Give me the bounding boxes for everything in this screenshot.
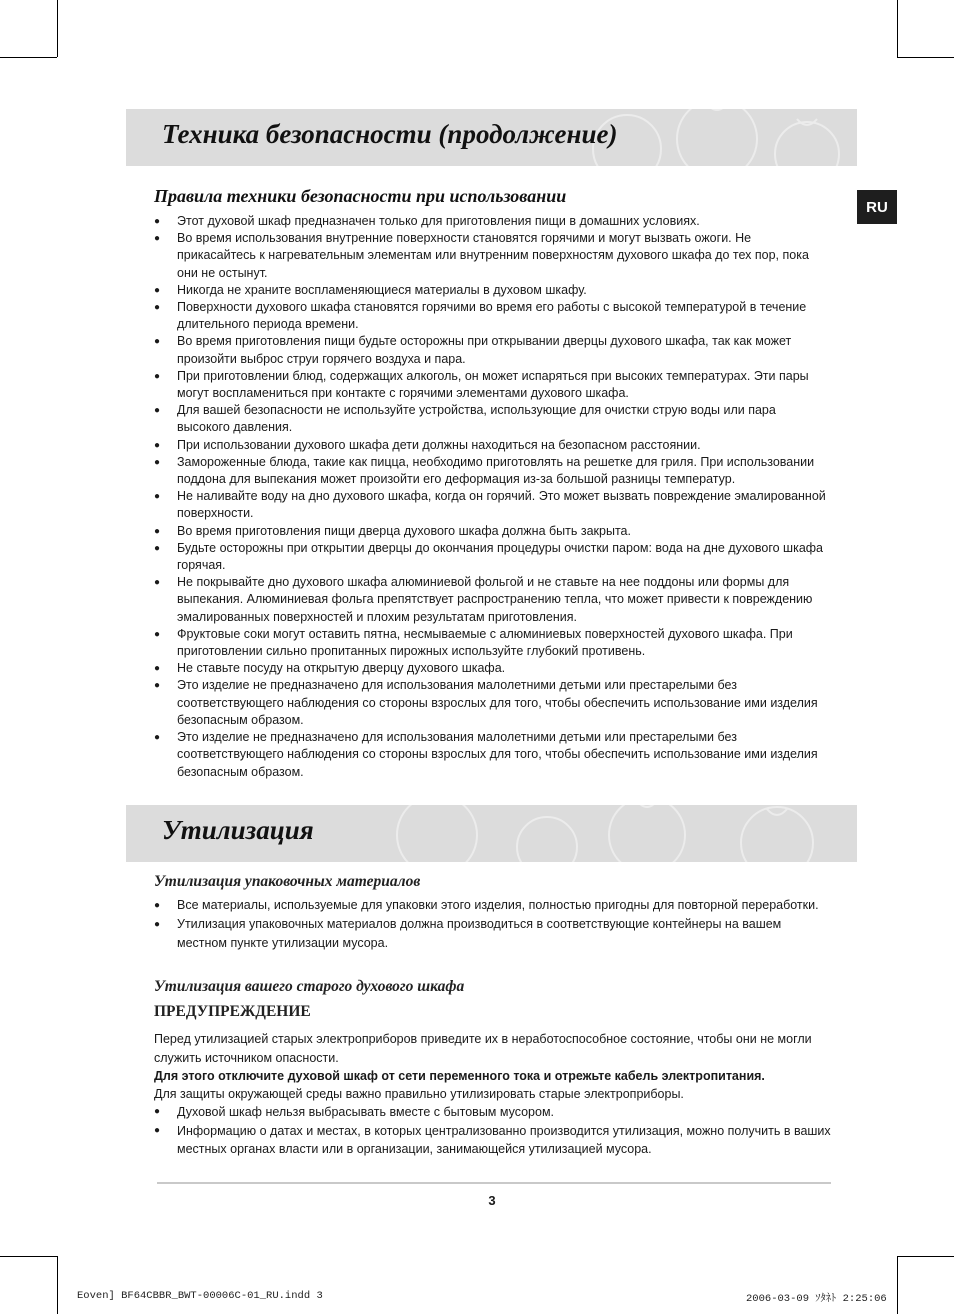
- page-number: 3: [488, 1193, 496, 1208]
- crop-mark: [897, 0, 898, 57]
- list-item: ● Во время использования внутренние поверхности становятся горячими и могут вызвать ожоги. Не прикасайтесь к нагревательным элементам или внутренним поверхностям духового шкафа до тех пор, пока они не остынут.: [154, 230, 832, 282]
- language-tab: RU: [857, 190, 897, 224]
- tomato-watermark-icon: [377, 805, 857, 862]
- safety-rules-list: [154, 213, 832, 781]
- old-oven-heading: Утилизация вашего старого духового шкафа: [154, 978, 465, 995]
- list-item: ● Во время приготовления пищи дверца духового шкафа должна быть закрыта.: [154, 523, 832, 540]
- crop-mark: [897, 57, 954, 58]
- warning-text: Перед утилизацией старых электроприборов приведите их в неработоспособное состояние, чтобы они не могли служить источником опасности.: [154, 1032, 812, 1065]
- crop-mark: [0, 1256, 57, 1257]
- section-banner-safety: [126, 109, 857, 166]
- warning-bold-text: Для этого отключите духовой шкаф от сети переменного тока и отрежьте кабель электропитания.: [154, 1069, 765, 1083]
- list-item: ● Поверхности духового шкафа становятся горячими во время его работы с высокой температурой в течение длительного периода времени.: [154, 299, 832, 333]
- list-item: ● При приготовлении блюд, содержащих алкоголь, он может испаряться при высоких температурах. Эти пары могут воспламениться при контакте с горячими элементами духового шкафа.: [154, 368, 832, 402]
- disposal-list: [154, 1103, 832, 1159]
- list-item: ● Будьте осторожны при открытии дверцы до окончания процедуры очистки паром: вода на дне духового шкафа горячая.: [154, 540, 832, 574]
- warning-heading: ПРЕДУПРЕЖДЕНИЕ: [154, 1003, 311, 1020]
- list-item: ● Этот духовой шкаф предназначен только для приготовления пищи в домашних условиях.: [154, 213, 832, 230]
- date-slug: 2006-03-09 ｿﾀﾈﾄ 2:25:06: [746, 1293, 887, 1305]
- file-slug: Eoven] BF64CBBR_BWT-00006C-01_RU.indd 3: [77, 1290, 323, 1302]
- section-title: Утилизация: [162, 815, 314, 845]
- packaging-list: [154, 896, 832, 953]
- list-item: ● Информацию о датах и местах, в которых централизованно производится утилизация, можно получить в ваших местных органах власти или в организации, занимающейся утилизацией мусора.: [154, 1122, 832, 1159]
- section-banner-disposal: [126, 805, 857, 862]
- list-item: ● Замороженные блюда, такие как пицца, необходимо приготовлять на решетке для гриля. При использовании поддона для выпекания может произойти его деформация из-за большой разницы температур.: [154, 454, 832, 488]
- list-item: ● Это изделие не предназначено для использования малолетними детьми или престарелыми без соответствующего наблюдения со стороны взрослых для того, чтобы обеспечить использование ими изделия безопасным образом.: [154, 729, 832, 781]
- packaging-heading: Утилизация упаковочных материалов: [154, 873, 421, 890]
- crop-mark: [57, 1256, 58, 1314]
- list-item: ● Никогда не храните воспламеняющиеся материалы в духовом шкафу.: [154, 282, 832, 299]
- crop-mark: [0, 57, 57, 58]
- crop-mark: [897, 1256, 954, 1257]
- list-item: ● При использовании духового шкафа дети должны находиться на безопасном расстоянии.: [154, 437, 832, 454]
- list-item: ● Утилизация упаковочных материалов должна производиться в соответствующие контейнеры на вашем местном пункте утилизации мусора.: [154, 915, 832, 953]
- list-item: ● Фруктовые соки могут оставить пятна, несмываемые с алюминиевых поверхностей духового шкафа. При приготовлении сильно пропитанных пирожных используйте глубокий противень.: [154, 626, 832, 660]
- crop-mark: [897, 1256, 898, 1314]
- list-item: ● Все материалы, используемые для упаковки этого изделия, полностью пригодны для повторной переработки.: [154, 896, 832, 915]
- list-item: ● Для вашей безопасности не используйте устройства, использующие для очистки струю воды или пара высокого давления.: [154, 402, 832, 436]
- section-title: Техника безопасности (продолжение): [162, 119, 618, 149]
- list-item: ● Не ставьте посуду на открытую дверцу духового шкафа.: [154, 660, 832, 677]
- rules-heading: Правила техники безопасности при использовании: [154, 186, 567, 206]
- list-item: ● Это изделие не предназначено для использования малолетними детьми или престарелыми без соответствующего наблюдения со стороны взрослых для того, чтобы обеспечить использование ими изделия безопасным образом.: [154, 677, 832, 729]
- list-item: ● Не покрывайте дно духового шкафа алюминиевой фольгой и не ставьте на нее поддоны или формы для выпекания. Алюминиевая фольга препятствует распространению тепла, что может привести к повреждению эмалированных поверхностей и плохим результатам приготовления.: [154, 574, 832, 626]
- list-item: ● Во время приготовления пищи будьте осторожны при открывании дверцы духового шкафа, так как может произойти выброс струи горячего воздуха и пара.: [154, 333, 832, 367]
- list-item: ● Духовой шкаф нельзя выбрасывать вместе с бытовым мусором.: [154, 1103, 832, 1122]
- crop-mark: [57, 0, 58, 57]
- list-item: ● Не наливайте воду на дно духового шкафа, когда он горячий. Это может вызвать повреждение эмалированной поверхности.: [154, 488, 832, 522]
- environment-text: Для защиты окружающей среды важно правильно утилизировать старые электроприборы.: [154, 1087, 684, 1101]
- footer-divider: [157, 1182, 831, 1184]
